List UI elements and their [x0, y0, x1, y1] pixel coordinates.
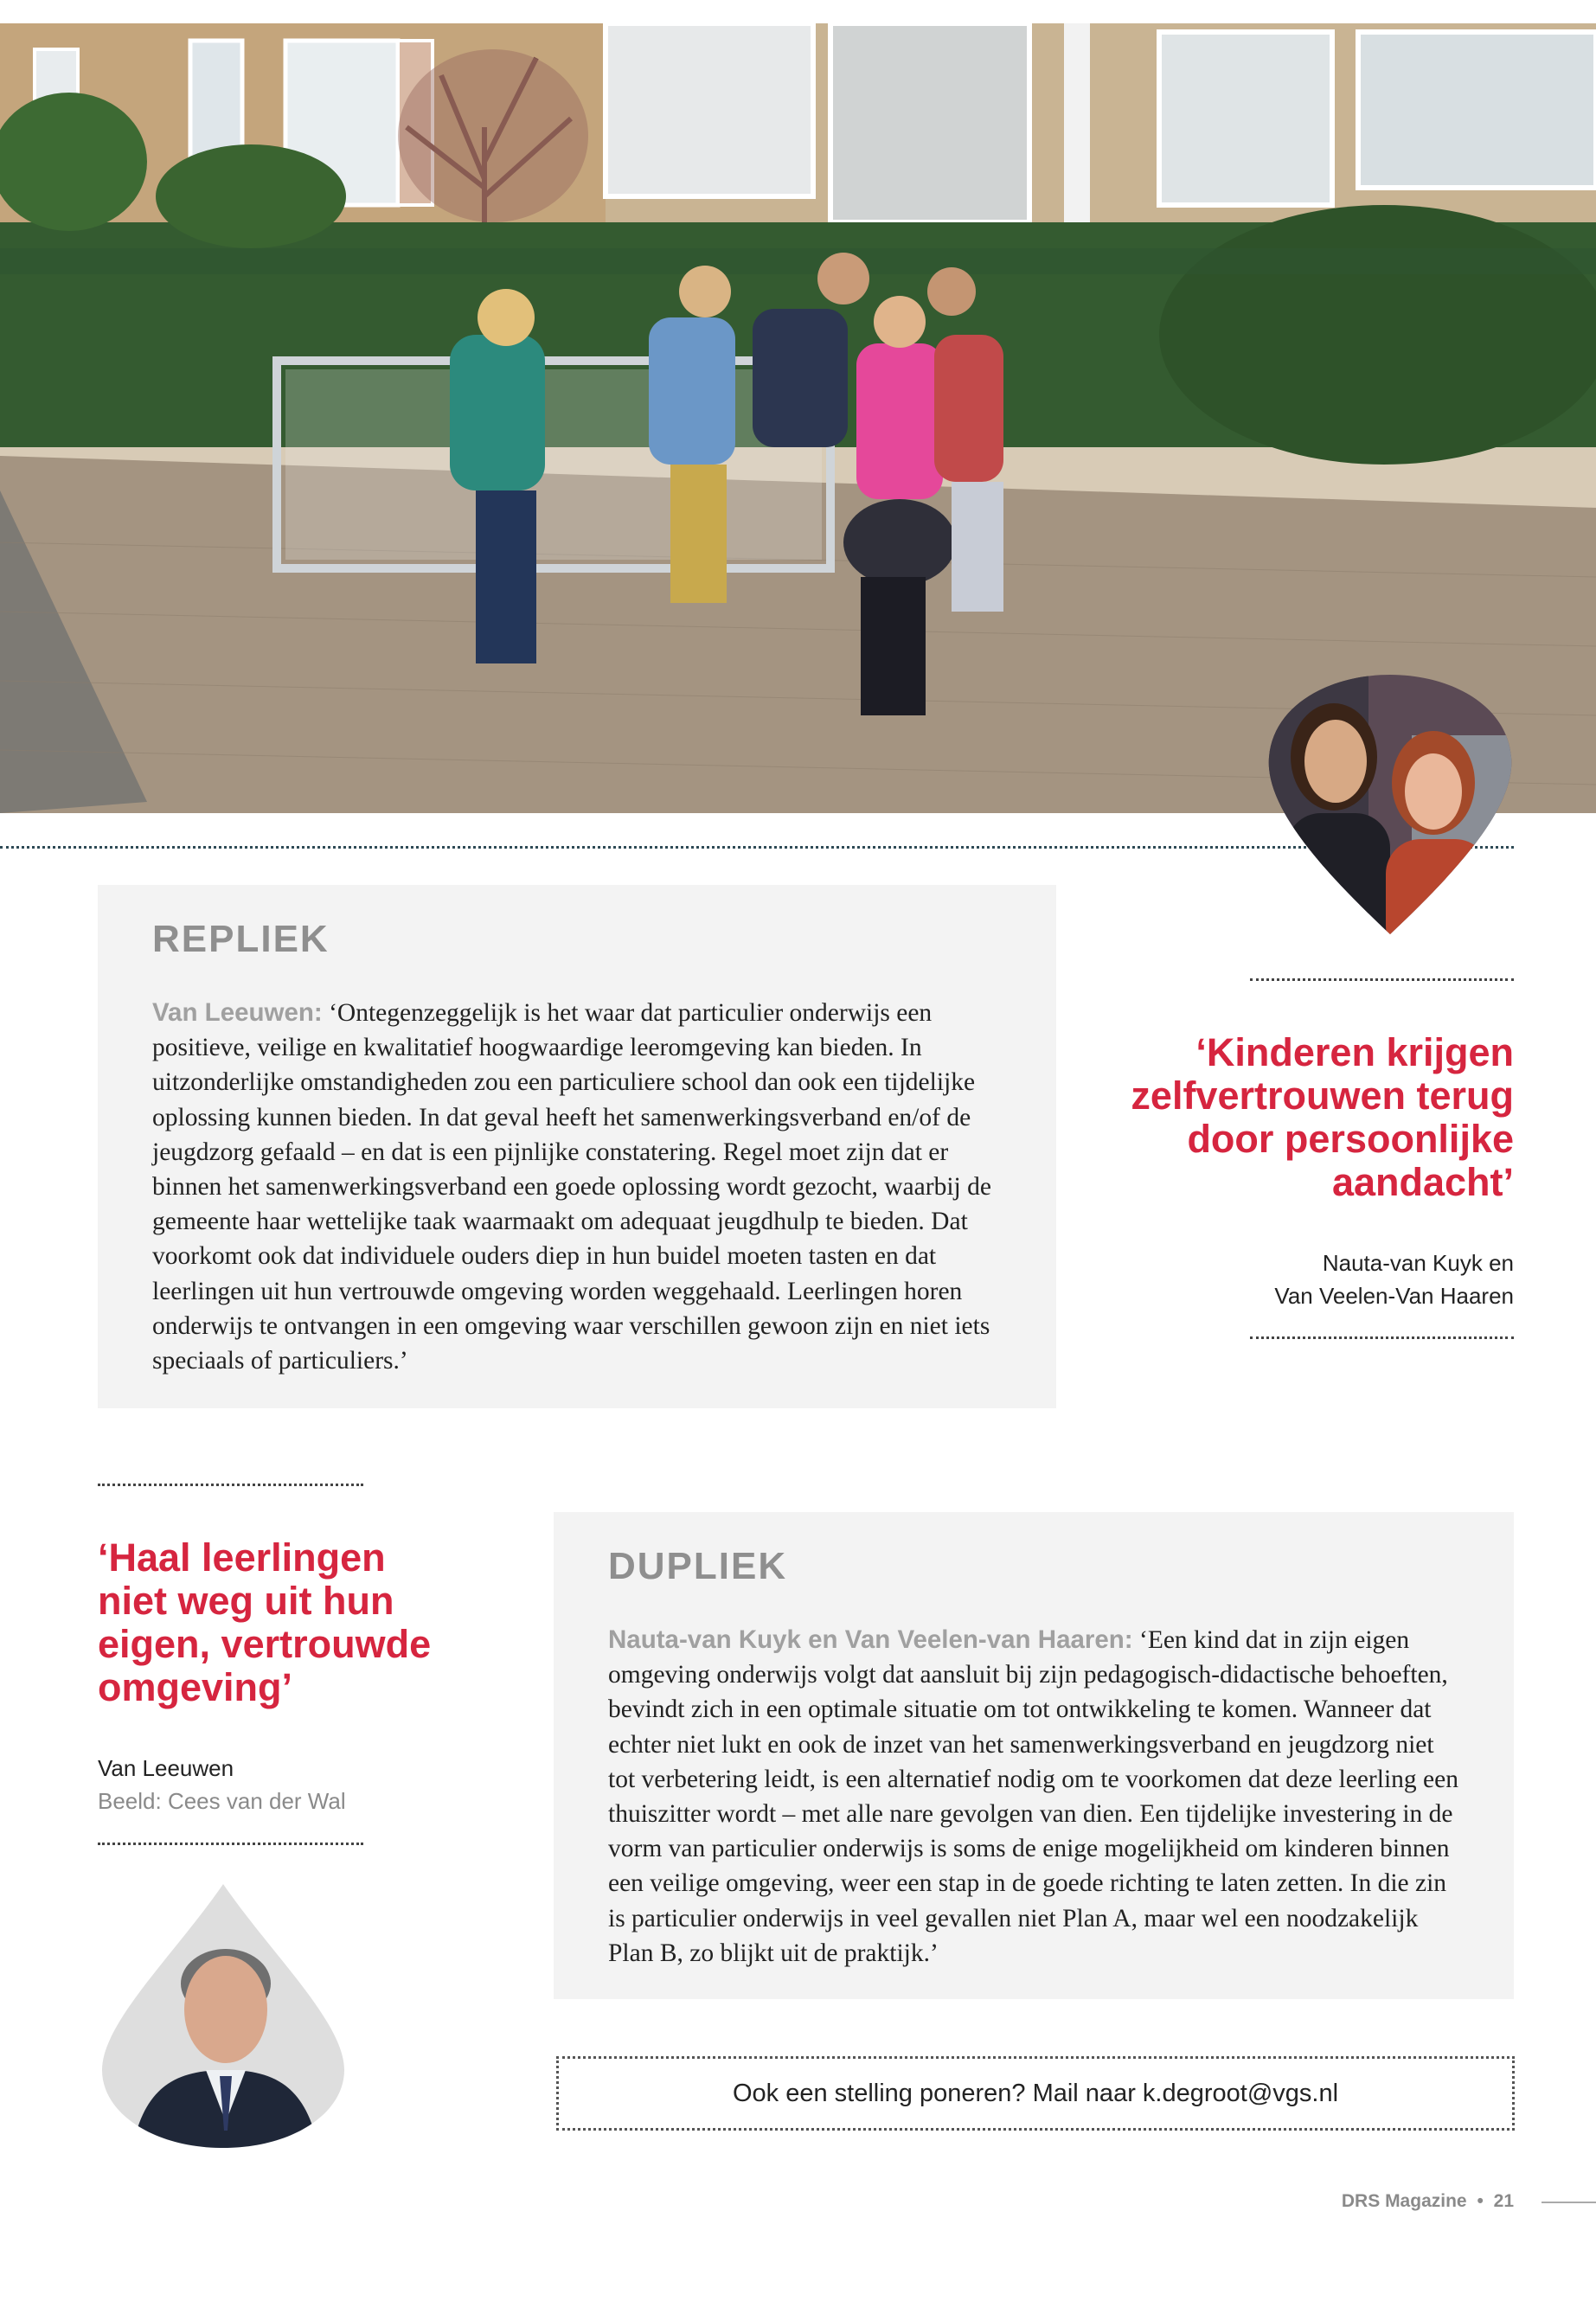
quote-right-author-line1: Nauta-van Kuyk en [1322, 1250, 1514, 1276]
repliek-box [98, 885, 1056, 1408]
footer-page-number: 21 [1493, 2191, 1514, 2211]
page-footer [1254, 2191, 1514, 2212]
quote-right-bottom-divider [1250, 1336, 1514, 1339]
quote-right-author [1168, 1247, 1514, 1312]
quote-right-author-line2: Van Veelen-Van Haaren [1274, 1283, 1514, 1309]
dupliek-box [554, 1512, 1514, 1999]
quote-left-author-block [98, 1752, 461, 1817]
footer-magazine: DRS Magazine [1341, 2191, 1467, 2211]
quote-left-top-divider [98, 1484, 363, 1486]
quote-left: ‘Haal leerlingen niet weg uit hun eigen, vertrouwde omgeving’ [98, 1535, 432, 1709]
photo-credit: Beeld: Cees van der Wal [98, 1788, 346, 1814]
quote-right: ‘Kinderen krijgen zelfvertrouwen terug door persoonlijke aandacht’ [1131, 1030, 1514, 1204]
footer-rule [1542, 2202, 1596, 2203]
dupliek-body: ‘Een kind dat in zijn eigen omgeving onderwijs volgt dat aansluit bij zijn pedagogisch-didactische behoeften, bevindt zich in een optimale situatie om tot ontwikkeling te komen. Wanneer dat echter niet lukt en ook de inzet van het samenwerkingsverband en jeugdzorg niet tot verbetering leidt, is een alternatief nodig om te voorkomen dat deze leerling een thuiszitter wordt – met alle nare gevolgen van dien. Een tijdelijke investering in de vorm van particulier onderwijs is soms de enige mogelijkheid om kinderen binnen een veilige omgeving, weer een stap in de goede richting te laten zetten. In die zin is particulier onderwijs in veel gevallen niet Plan A, maar wel een noodzakelijk Plan B, zo blijkt uit de praktijk.’ [608, 1626, 1458, 1967]
portrait-nauta-van-veelen [1265, 675, 1516, 934]
dupliek-speaker: Nauta-van Kuyk en Van Veelen-van Haaren: [608, 1625, 1133, 1654]
quote-right-top-divider [1250, 978, 1514, 981]
quote-left-bottom-divider [98, 1843, 363, 1845]
repliek-speaker: Van Leeuwen: [152, 998, 323, 1027]
repliek-body: ‘Ontegenzeggelijk is het waar dat particulier onderwijs een positieve, veilige en kwalitatief hoogwaardige leeromgeving kan bieden. In uitzonderlijke omstandigheden zou een particuliere school dan ook een tijdelijke oplossing kunnen bieden. In dat geval heeft het samenwerkingsverband en/of de jeugdzorg gefaald – en dat is een pijnlijke constatering. Regel moet zijn dat er binnen het samenwerkingsverband een goede oplossing wordt gezocht, waarbij de gemeente haar wettelijke taak waarmaakt om adequaat jeugdhulp te bieden. Dat voorkomt ook dat individuele ouders diep in hun buidel moeten tasten en dat leerlingen uit hun vertrouwde omgeving worden weggehaald. Leerlingen horen onderwijs te ontvangen in een omgeving waar verschillen gewoon zijn en niet iets speciaals of particuliers.’ [152, 999, 991, 1375]
footer-separator: • [1477, 2191, 1484, 2211]
quote-left-author: Van Leeuwen [98, 1755, 234, 1781]
repliek-heading: REPLIEK [152, 918, 330, 960]
portrait-van-leeuwen [98, 1884, 349, 2148]
repliek-text [152, 996, 1004, 1378]
mail-prompt[interactable]: Ook een stelling poneren? Mail naar k.degroot@vgs.nl [732, 2080, 1339, 2107]
dupliek-text [608, 1623, 1460, 1971]
dupliek-heading: DUPLIEK [608, 1545, 788, 1587]
mail-prompt-box [556, 2056, 1515, 2131]
